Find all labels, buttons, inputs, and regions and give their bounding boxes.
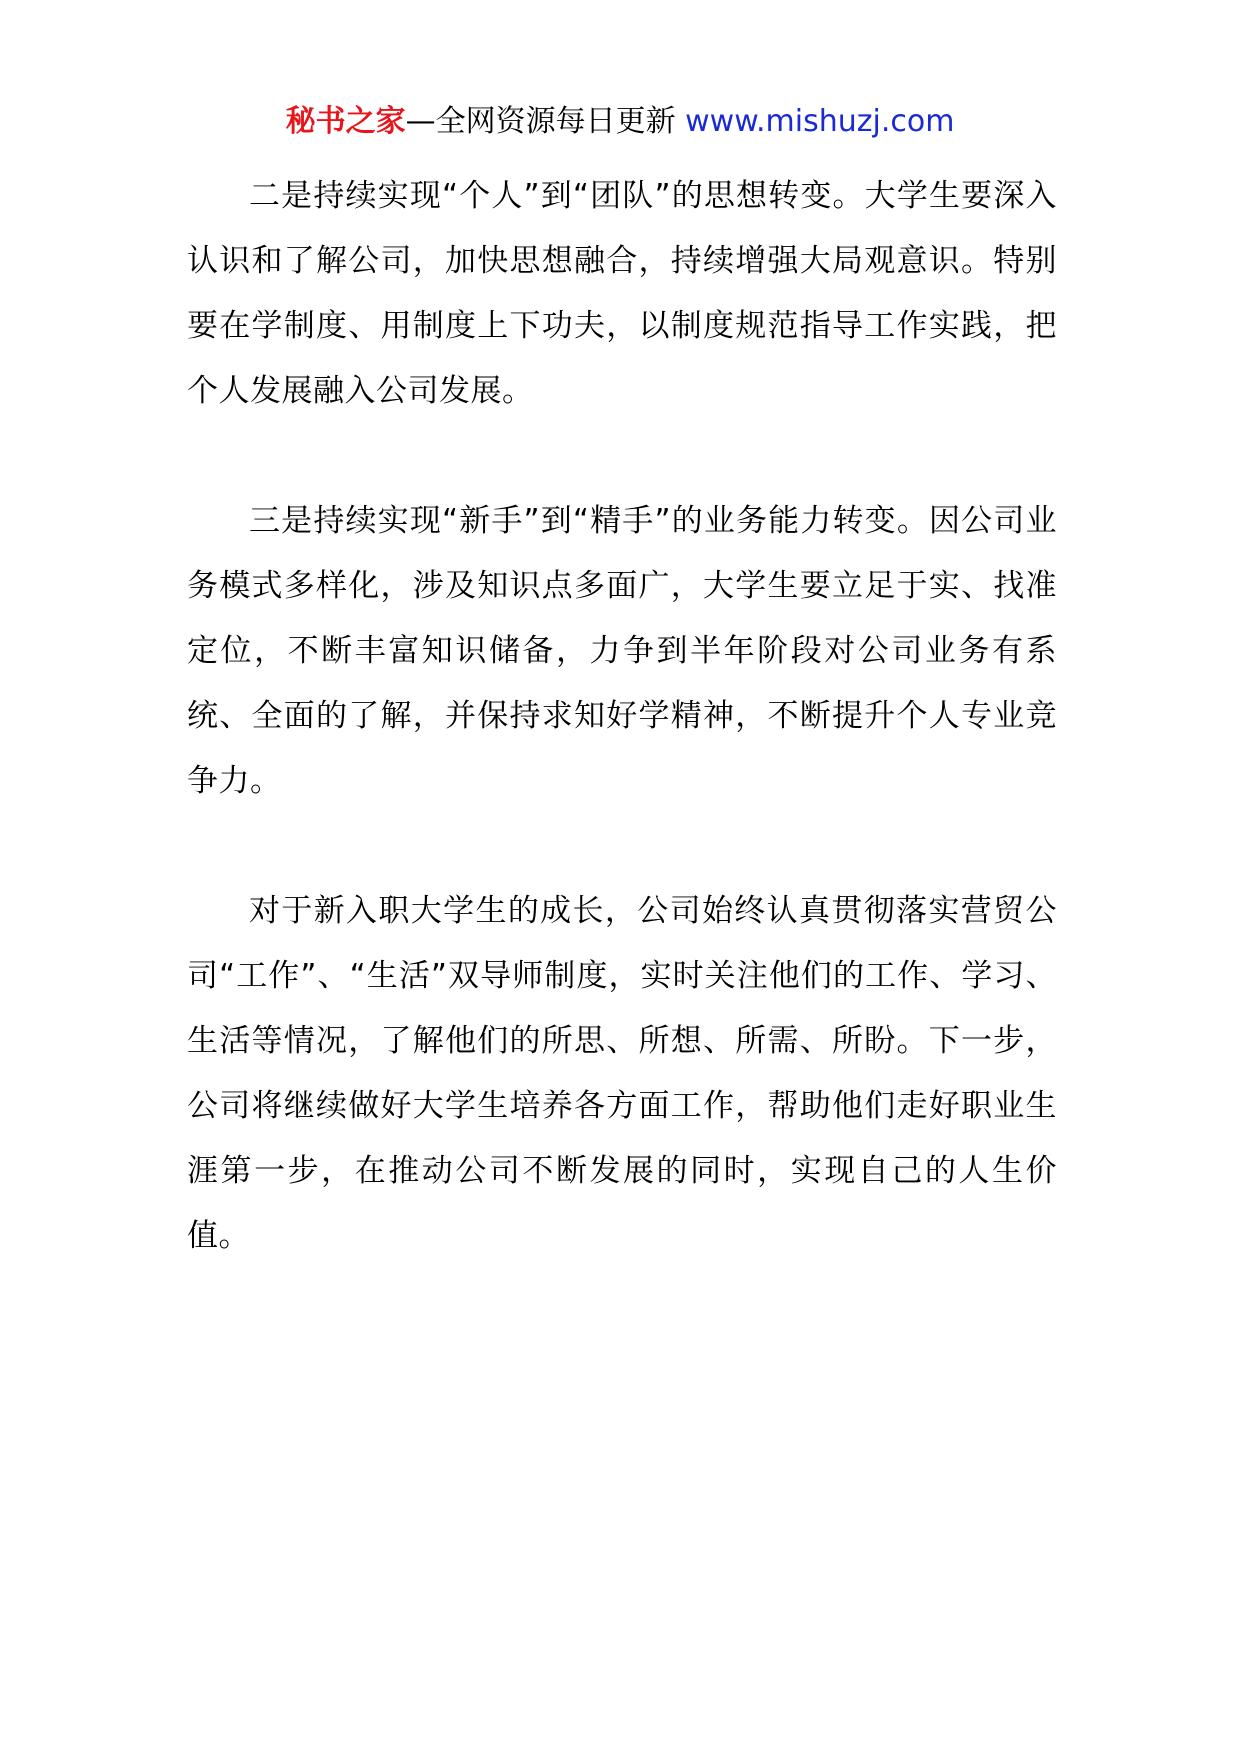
paragraph-team-mindset: 二是持续实现“个人”到“团队”的思想转变。大学生要深入认识和了解公司，加快思想融合，持续增强大局观意识。特别要在学制度、用制度上下功夫，以制度规范指导工作实践，把个人发展融入公司发展。 [187,178,1057,409]
header-tagline: —全网资源每日更新 [405,104,676,139]
website-link[interactable]: www.mishuzj.com [685,104,955,139]
document-body [187,164,1057,1334]
brand-name: 秘书之家 [285,104,406,139]
page-header [0,102,1240,142]
paragraph-mentorship: 对于新入职大学生的成长，公司始终认真贯彻落实营贸公司“工作”、“生活”双导师制度，实时关注他们的工作、学习、生活等情况，了解他们的所思、所想、所需、所盼。下一步，公司将继续做好大学生培养各方面工作，帮助他们走好职业生涯第一步，在推动公司不断发展的同时，实现自己的人生价值。 [187,893,1057,1254]
paragraph-business-ability: 三是持续实现“新手”到“精手”的业务能力转变。因公司业务模式多样化，涉及知识点多面广，大学生要立足于实、找准定位，不断丰富知识储备，力争到半年阶段对公司业务有系统、全面的了解，并保持求知好学精神，不断提升个人专业竞争力。 [187,503,1057,799]
